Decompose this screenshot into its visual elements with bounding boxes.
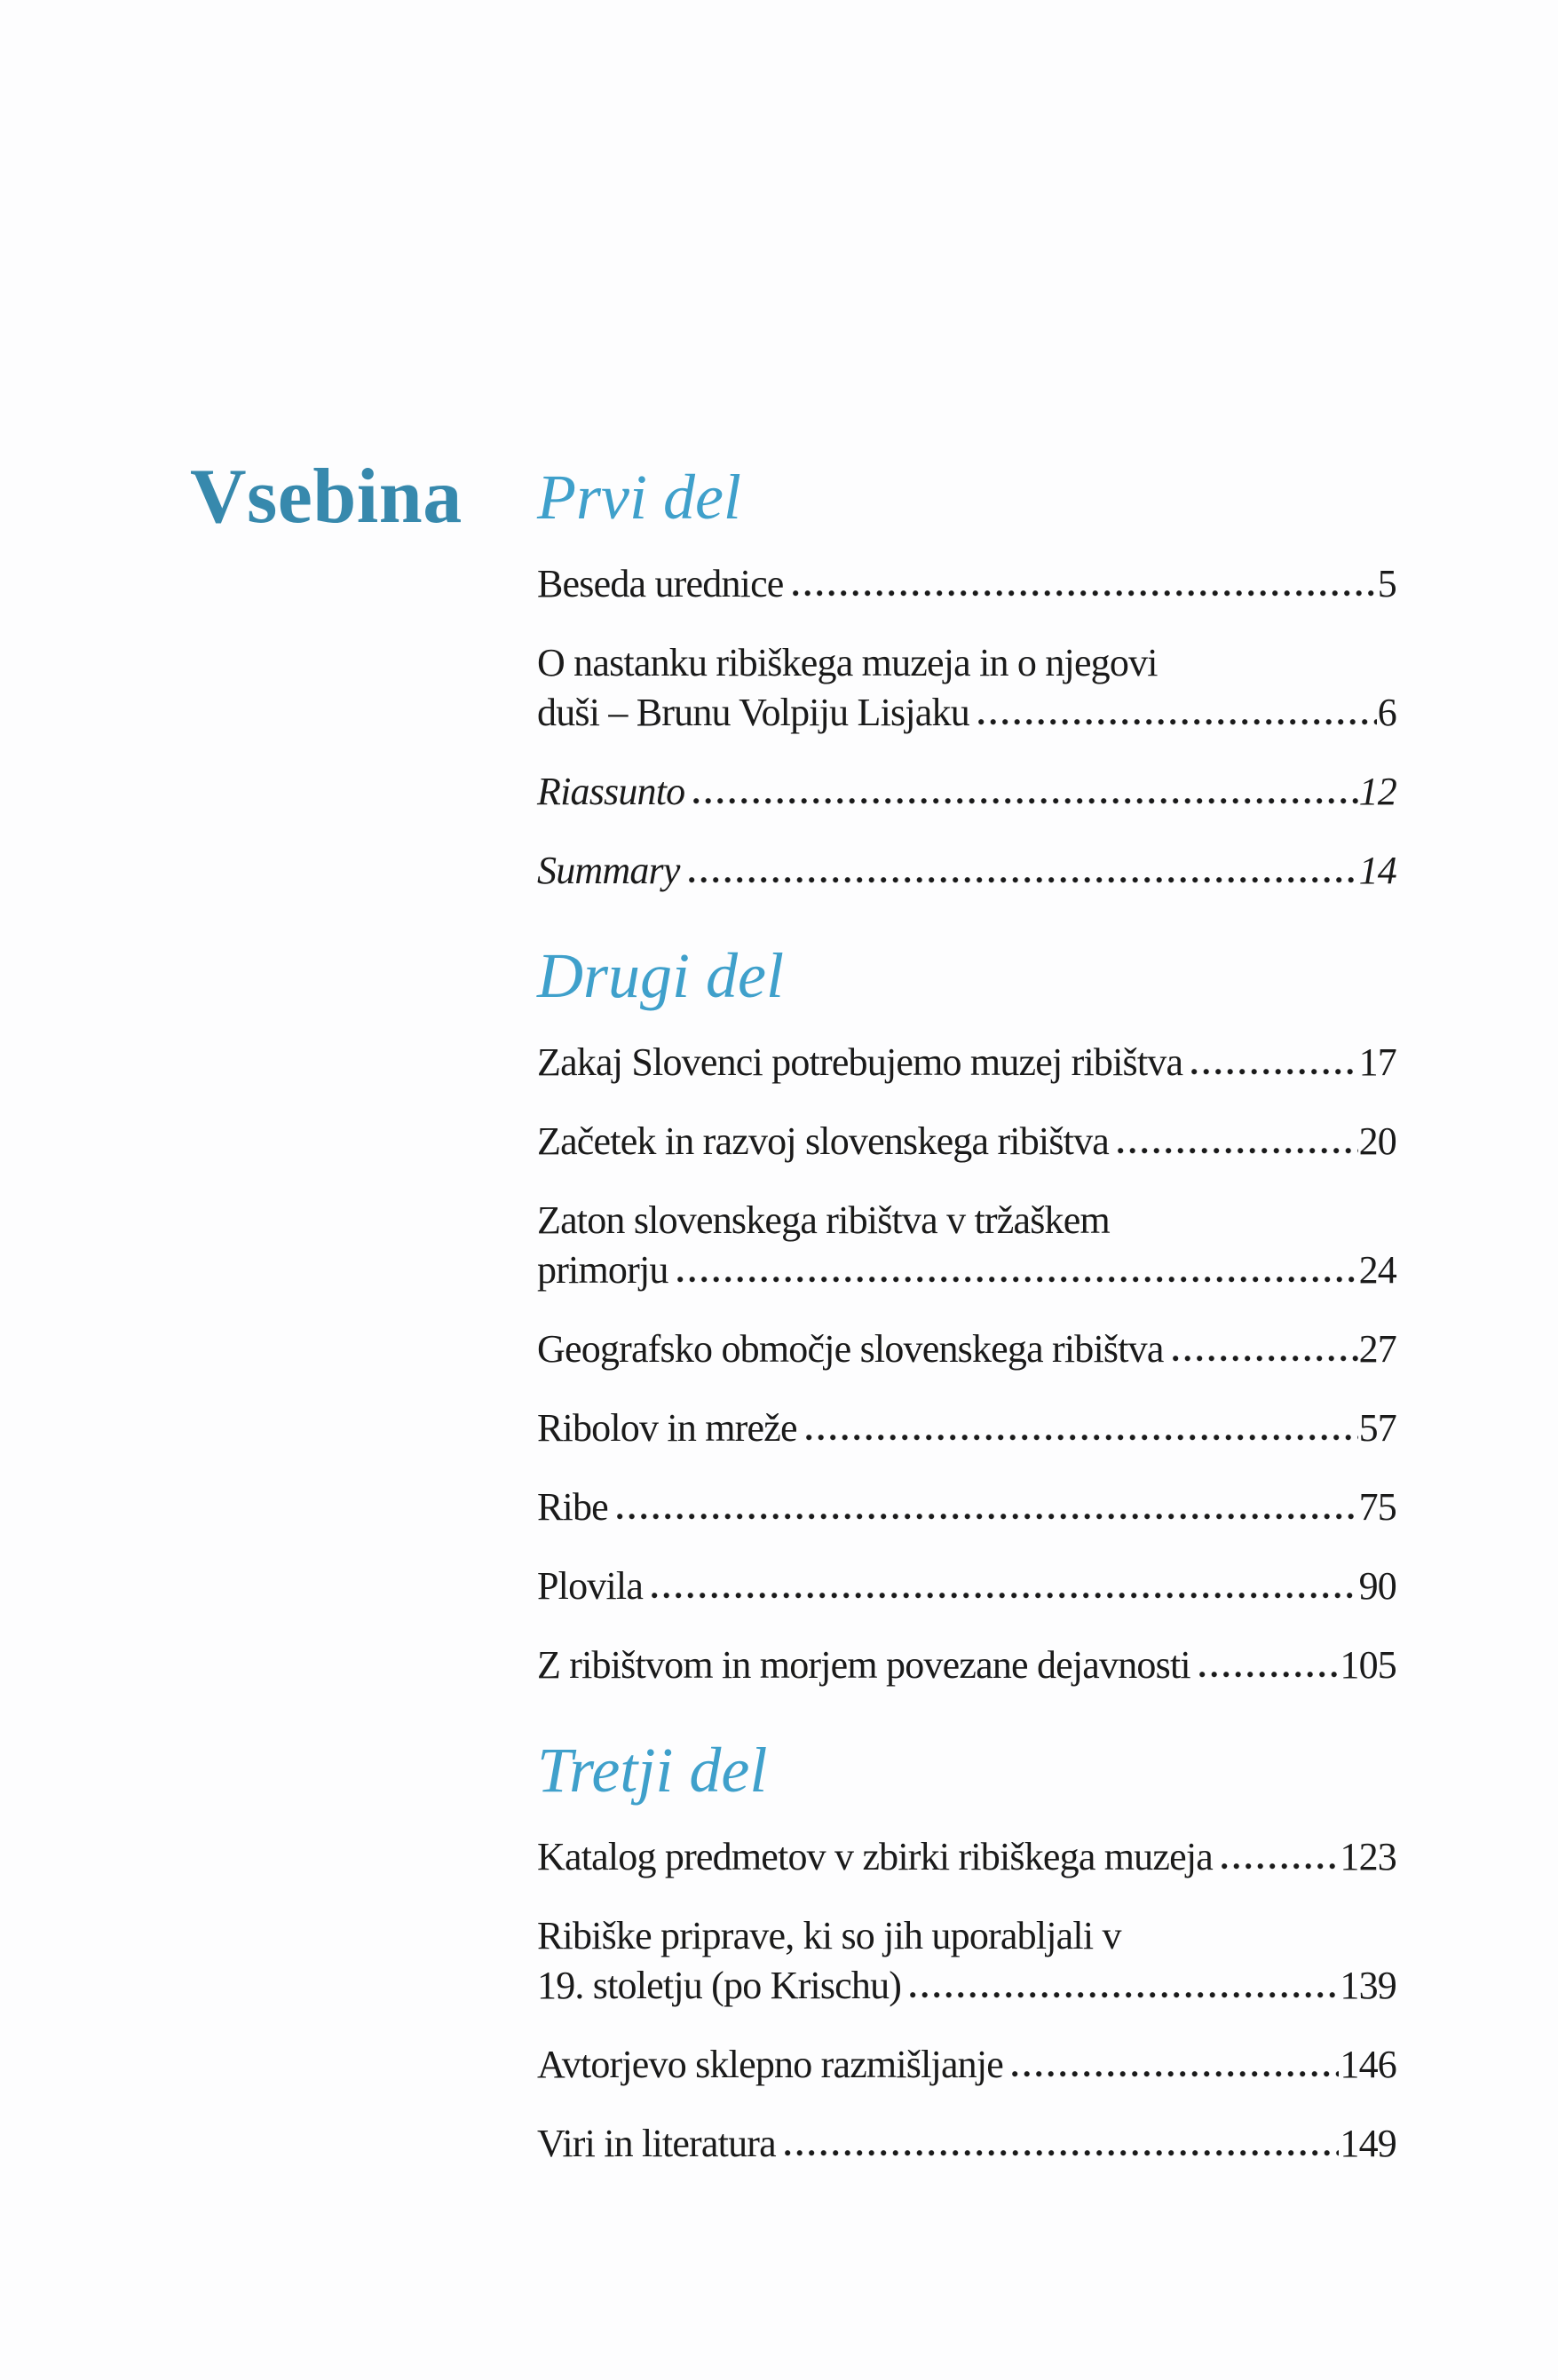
toc-entry — [537, 767, 1396, 817]
dotted-leader — [1173, 1356, 1358, 1362]
dotted-leader — [806, 1435, 1358, 1441]
dotted-leader — [1118, 1148, 1358, 1154]
toc-entry-text: 19. stoletju (po Krischu) — [537, 1964, 902, 2007]
toc-entry-text: Beseda urednice — [537, 562, 784, 605]
toc-entry-text: Plovila — [537, 1564, 644, 1608]
section-title: Tretji del — [537, 1735, 768, 1806]
toc-entry — [537, 1911, 1396, 2011]
toc-entry-text: Zakaj Slovenci potrebujemo muzej ribištva — [537, 1040, 1183, 1084]
toc-entry — [537, 1403, 1396, 1453]
toc-entry — [537, 638, 1396, 738]
toc-entry — [537, 1117, 1396, 1166]
dotted-leader — [910, 1992, 1339, 1998]
toc-entry-line — [537, 638, 1396, 688]
toc-entry-text: Z ribištvom in morjem povezane dejavnosti — [537, 1643, 1190, 1687]
toc-entry-text: Začetek in razvoj slovenskega ribištva — [537, 1119, 1110, 1163]
toc-entry — [537, 846, 1396, 896]
page-number: 24 — [1358, 1248, 1396, 1292]
toc-entry-line — [537, 2040, 1396, 2090]
page-number: 5 — [1377, 562, 1396, 605]
toc-entry-line — [537, 2119, 1396, 2169]
toc-entry-text: Ribe — [537, 1485, 608, 1529]
toc-entry — [537, 1483, 1396, 1532]
toc-entry-line — [537, 1245, 1396, 1295]
toc-entry-line — [537, 1038, 1396, 1087]
page-number: 27 — [1358, 1327, 1396, 1371]
dotted-leader — [978, 719, 1377, 725]
page-number: 17 — [1358, 1040, 1396, 1084]
page-number: 146 — [1340, 2043, 1396, 2086]
toc-column — [537, 462, 1396, 2198]
toc-entry-text: Geografsko območje slovenskega ribištva — [537, 1327, 1164, 1371]
page-number: 149 — [1340, 2122, 1396, 2165]
dotted-leader — [677, 1277, 1358, 1283]
toc-entry-text: Riassunto — [537, 770, 685, 813]
toc-entry-line — [537, 1117, 1396, 1166]
dotted-leader — [1012, 2071, 1339, 2077]
toc-entry-text: Zaton slovenskega ribištva v tržaškem — [537, 1198, 1110, 1242]
toc-entry — [537, 2040, 1396, 2090]
toc-entry-line — [537, 1911, 1396, 1961]
dotted-leader — [689, 877, 1358, 883]
page-number: 90 — [1358, 1564, 1396, 1608]
toc-entry-line — [537, 559, 1396, 609]
toc-entry — [537, 1324, 1396, 1374]
page-number: 57 — [1358, 1406, 1396, 1450]
toc-entry — [537, 1641, 1396, 1690]
dotted-leader — [785, 2150, 1340, 2156]
toc-entry-text: Katalog predmetov v zbirki ribiškega muzeja — [537, 1835, 1213, 1878]
dotted-leader — [693, 798, 1357, 804]
toc-entry-line — [537, 846, 1396, 896]
dotted-leader — [793, 590, 1377, 597]
dotted-leader — [652, 1593, 1358, 1599]
page-number: 123 — [1340, 1835, 1396, 1878]
page-number: 139 — [1340, 1964, 1396, 2007]
page-number: 6 — [1377, 691, 1396, 734]
toc-entry-line — [537, 767, 1396, 817]
page-number: 75 — [1358, 1485, 1396, 1529]
page-number: 105 — [1340, 1643, 1396, 1687]
toc-entry-text: O nastanku ribiškega muzeja in o njegovi — [537, 641, 1158, 684]
dotted-leader — [1222, 1863, 1339, 1870]
dotted-leader — [1199, 1672, 1340, 1678]
toc-entry-line — [537, 1483, 1396, 1532]
toc-entry — [537, 2119, 1396, 2169]
toc-entry-text: Ribiške priprave, ki so jih uporabljali v — [537, 1914, 1121, 1957]
toc-entry-text: Ribolov in mreže — [537, 1406, 797, 1450]
dotted-leader — [1191, 1069, 1357, 1075]
toc-entry — [537, 559, 1396, 609]
toc-entry-line — [537, 1196, 1396, 1245]
page-number: 14 — [1358, 849, 1396, 892]
section-title: Drugi del — [537, 940, 784, 1011]
toc-entry-text: Viri in literatura — [537, 2122, 776, 2165]
toc-entry-line — [537, 1641, 1396, 1690]
page-title: Vsebina — [190, 454, 463, 540]
toc-entry-text: Avtorjevo sklepno razmišljanje — [537, 2043, 1004, 2086]
toc-entry — [537, 1832, 1396, 1882]
toc-entry-line — [537, 1403, 1396, 1453]
toc-entry — [537, 1196, 1396, 1295]
page-number: 12 — [1358, 770, 1396, 813]
toc-entry-line — [537, 1832, 1396, 1882]
toc-entry-line — [537, 1961, 1396, 2011]
section-title: Prvi del — [537, 462, 741, 533]
toc-entry-line — [537, 1324, 1396, 1374]
toc-entry-line — [537, 688, 1396, 738]
toc-entry-text: Summary — [537, 849, 680, 892]
toc-entry-text: duši – Brunu Volpiju Lisjaku — [537, 691, 969, 734]
toc-entry-line — [537, 1562, 1396, 1611]
dotted-leader — [617, 1514, 1358, 1520]
toc-entry — [537, 1038, 1396, 1087]
toc-entry-text: primorju — [537, 1248, 668, 1292]
page-number: 20 — [1358, 1119, 1396, 1163]
toc-entry — [537, 1562, 1396, 1611]
